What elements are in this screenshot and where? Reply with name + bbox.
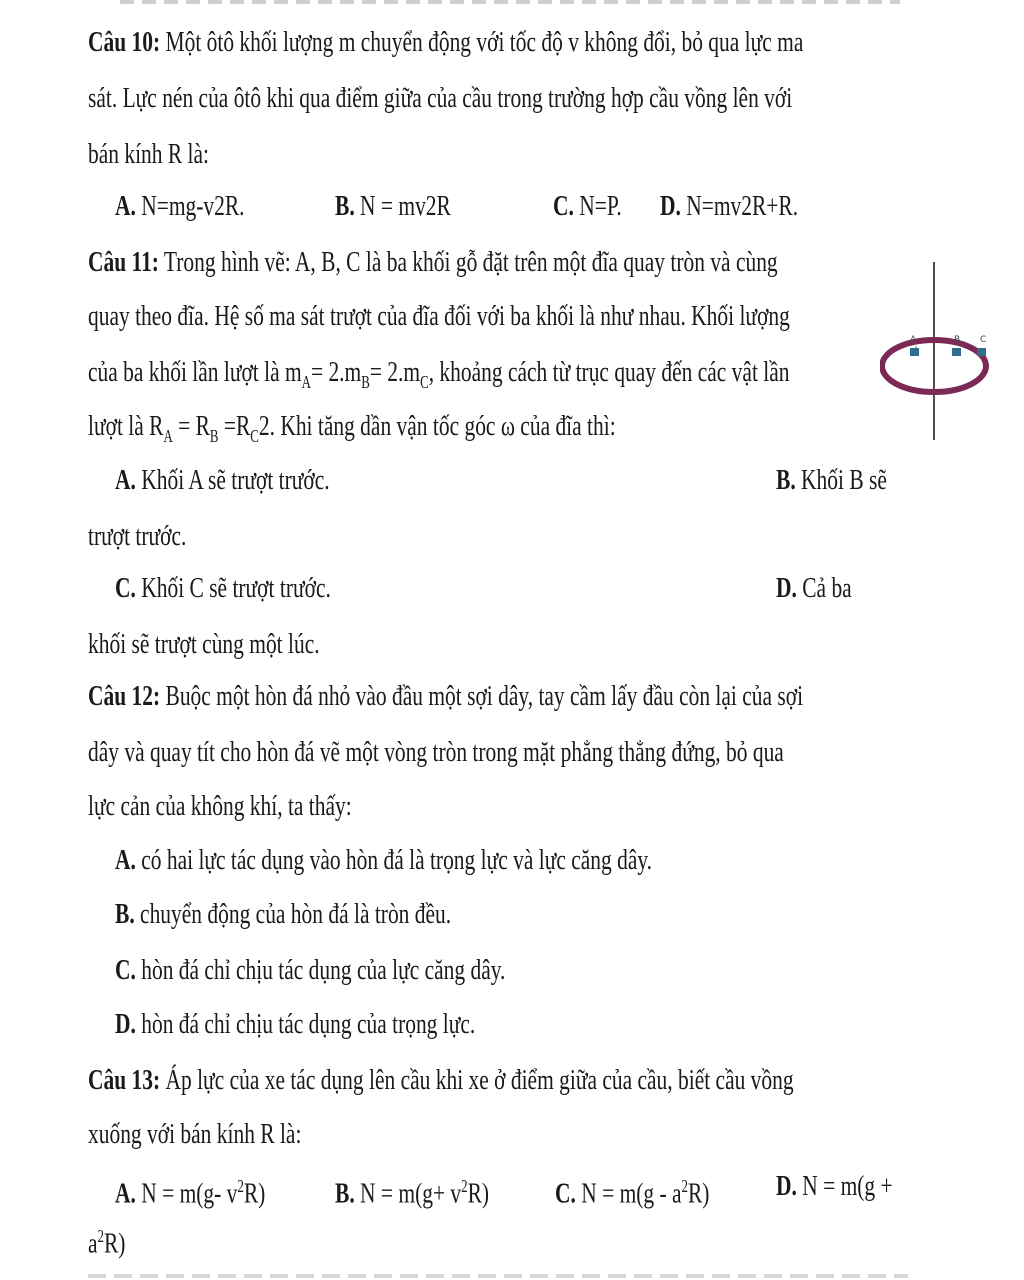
q11-line-2: quay theo đĩa. Hệ số ma sát trượt của đĩa đối với ba khối là như nhau. Khối lượng: [88, 300, 790, 332]
q10-option-b: B. N = mv2R: [335, 190, 451, 222]
q10-line-3: bán kính R là:: [88, 138, 210, 170]
q13-option-b: B. $N = m(g+ v^2R)$: [335, 1176, 490, 1210]
q12-line-3: lực cản của không khí, ta thấy:: [88, 790, 352, 822]
q11-line-1: Câu 11: Trong hình vẽ: A, B, C là ba khối gỗ đặt trên một đĩa quay tròn và cùng: [88, 246, 778, 278]
q13-option-d: D. N = m(g +: [776, 1170, 893, 1202]
q10-line-2: sát. Lực nén của ôtô khi qua điểm giữa của cầu trong trường hợp cầu vồng lên với: [88, 82, 793, 114]
q12-line-2: dây và quay tít cho hòn đá vẽ một vòng tròn trong mặt phẳng thẳng đứng, bỏ qua: [88, 736, 784, 768]
q10-line-1: Câu 10: Một ôtô khối lượng m chuyển động với tốc độ v không đổi, bỏ qua lực ma: [88, 26, 804, 58]
q10-option-a: A. N=mg-v2R.: [115, 190, 245, 222]
q12-option-c: C. hòn đá chỉ chịu tác dụng của lực căng dây.: [115, 954, 506, 986]
q10-label: Câu 10:: [88, 26, 161, 58]
q11-option-b: B. Khối B sẽ: [776, 464, 887, 496]
block-a: [910, 348, 919, 356]
rotating-disk-figure: [880, 262, 992, 440]
q10-option-c: C. N=P.: [553, 190, 622, 222]
q12-option-d: D. hòn đá chỉ chịu tác dụng của trọng lực.: [115, 1008, 476, 1040]
q11-line-3: của ba khối lần lượt là $m_A= 2.m_B= 2.m_C$, khoảng cách từ trục quay đến các vật lần: [88, 356, 790, 392]
q11-option-a: A. Khối A sẽ trượt trước.: [115, 464, 330, 496]
q12-option-a: A. có hai lực tác dụng vào hòn đá là trọng lực và lực căng dây.: [115, 844, 653, 876]
q11-option-d: D. Cả ba: [776, 572, 852, 604]
label-b: B: [954, 335, 961, 345]
top-cropped-text-strip: [120, 0, 900, 4]
q11-option-d-continued: khối sẽ trượt cùng một lúc.: [88, 628, 320, 660]
q11-label: Câu 11:: [88, 246, 159, 278]
q12-line-1: Câu 12: Buộc một hòn đá nhỏ vào đầu một sợi dây, tay cầm lấy đầu còn lại của sợi: [88, 680, 804, 712]
block-b: [952, 348, 961, 356]
label-a: A: [910, 335, 917, 345]
q12-label: Câu 12:: [88, 680, 161, 712]
q11-option-c: C. Khối C sẽ trượt trước.: [115, 572, 331, 604]
block-c: [977, 348, 986, 356]
label-c: C: [980, 335, 987, 345]
q13-option-a: A. N = m(g- $v^2R$): [115, 1176, 266, 1210]
q10-option-d: D. N=mv2R+R.: [660, 190, 799, 222]
q13-label: Câu 13:: [88, 1064, 161, 1096]
q12-option-b: B. chuyển động của hòn đá là tròn đều.: [115, 898, 452, 930]
q11-option-b-continued: trượt trước.: [88, 520, 187, 552]
q13-line-2: xuống với bán kính R là:: [88, 1118, 302, 1150]
q13-option-c: C. $N = m(g - a^2R)$: [555, 1176, 710, 1210]
q13-option-d-continued: $a^2R$): [88, 1226, 126, 1260]
q11-line-4: lượt là $R_A = R_B =R_C2$. Khi tăng dần vận tốc góc ω của đĩa thì:: [88, 410, 616, 446]
bottom-cropped-text-strip: [88, 1274, 908, 1278]
q13-line-1: Câu 13: Áp lực của xe tác dụng lên cầu khi xe ở điểm giữa của cầu, biết cầu vồng: [88, 1064, 794, 1096]
